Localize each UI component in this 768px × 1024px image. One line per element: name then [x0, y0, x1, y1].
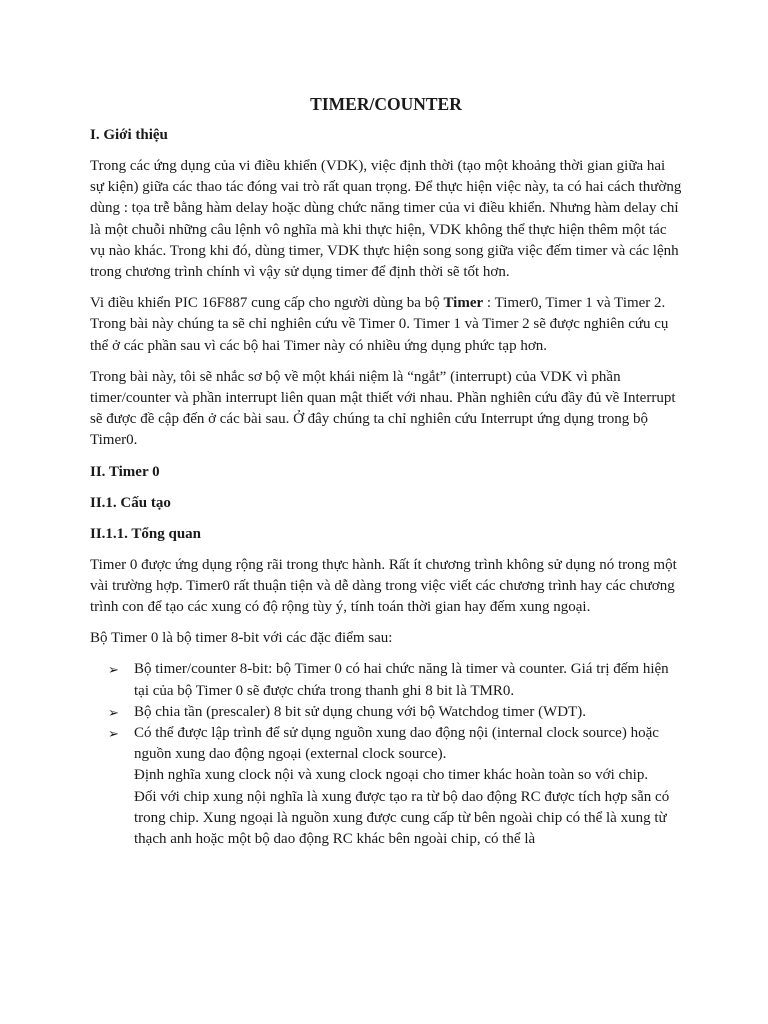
arrow-bullet-icon: ➢ — [108, 726, 119, 742]
intro-paragraph-3: Trong bài này, tôi sẽ nhắc sơ bộ về một khái niệm là “ngắt” (interrupt) của VDK vì phần timer/counter và phần interrupt liên quan mật thiết với nhau. Phần nghiên cứu đầy đủ về Interrupt sẽ được đề cập đến ở các bài sau. Ở đây chúng ta chỉ nghiên cứu Interrupt ứng dụng trong bộ Timer0. — [90, 368, 676, 449]
intro-p2-text-b: : Timer0, Timer 1 và Timer 2. Trong bài này chúng ta sẽ chỉ nghiên cứu về Timer 0. Timer 1 và Timer 2 sẽ được nghiên cứu cụ thể ở các phần sau vì các bộ hai Timer này có nhiều ứng dụng phức tạp hơn. — [90, 295, 669, 354]
feature-list — [90, 659, 682, 850]
intro-paragraph-2 — [90, 293, 682, 357]
arrow-bullet-icon: ➢ — [108, 704, 119, 720]
intro-p2-text-a: Vi điều khiển PIC 16F887 cung cấp cho người dùng ba bộ — [90, 295, 444, 312]
list-item-text: Bộ timer/counter 8-bit: bộ Timer 0 có hai chức năng là timer và counter. Giá trị đếm hiện tại của bộ Timer 0 sẽ được chứa trong thanh ghi 8 bit là TMR0. — [134, 661, 669, 699]
timer0-heading: II. Timer 0 — [90, 463, 160, 480]
intro-heading: I. Giới thiệu — [90, 127, 168, 143]
intro-paragraph-1: Trong các ứng dụng của vi điều khiển (VDK), việc định thời (tạo một khoảng thời gian giữa hai sự kiện) giữa các thao tác đóng vai trò rất quan trọng. Để thực hiện việc này, ta có hai cách thường dùng : tọa trễ bằng hàm delay hoặc dùng chức năng timer của vi điều khiển. Nhưng hàm delay chỉ là một chuỗi những câu lệnh vô nghĩa mà khi thực hiện, VDK không thể thực hiện thêm một tác vụ nào khác. Trong khi đó, dùng timer, VDK thực hiện song song giữa việc đếm timer và các lệnh trong chương trình chính vì vậy sử dụng timer để định thời sẽ tốt hơn. — [90, 158, 682, 281]
list-item — [90, 659, 682, 701]
overview-paragraph-1: Timer 0 được ứng dụng rộng rãi trong thực hành. Rất ít chương trình không sử dụng nó trong một vài trường hợp. Timer0 rất thuận tiện và dễ dàng trong việc viết các chương trình hay các chương trình con để tạo các xung có độ rộng tùy ý, tính toán thời gian hay đếm xung ngoại. — [90, 556, 677, 616]
intro-p2-bold: Timer — [443, 295, 484, 312]
list-item — [90, 702, 682, 723]
page-title: TIMER/COUNTER — [310, 94, 462, 114]
list-item-text: Định nghĩa xung clock nội và xung clock ngoại cho timer khác hoàn toàn so với chip. — [134, 767, 649, 784]
overview-paragraph-2: Bộ Timer 0 là bộ timer 8-bit với các đặc điểm sau: — [90, 630, 393, 647]
arrow-bullet-icon: ➢ — [108, 662, 119, 678]
list-item-text: Có thể được lập trình để sử dụng nguồn xung dao động nội (internal clock source) hoặc nguồn xung dao động ngoại (external clock source). — [134, 725, 659, 763]
list-item-text: Đối với chip xung nội nghĩa là xung được tạo ra từ bộ dao động RC được tích hợp sẵn có trong chip. Xung ngoại là nguồn xung được cung cấp từ bên ngoài chip có thể là xung từ thạch anh hoặc một bộ dao động RC khác bên ngoài chip, có thể là — [134, 788, 670, 848]
overview-heading: II.1.1. Tổng quan — [90, 525, 202, 542]
list-item-text: Bộ chia tần (prescaler) 8 bit sử dụng chung với bộ Watchdog timer (WDT). — [134, 703, 586, 720]
list-item — [90, 723, 682, 850]
document-body — [90, 92, 682, 850]
structure-heading: II.1. Cấu tạo — [90, 494, 171, 511]
